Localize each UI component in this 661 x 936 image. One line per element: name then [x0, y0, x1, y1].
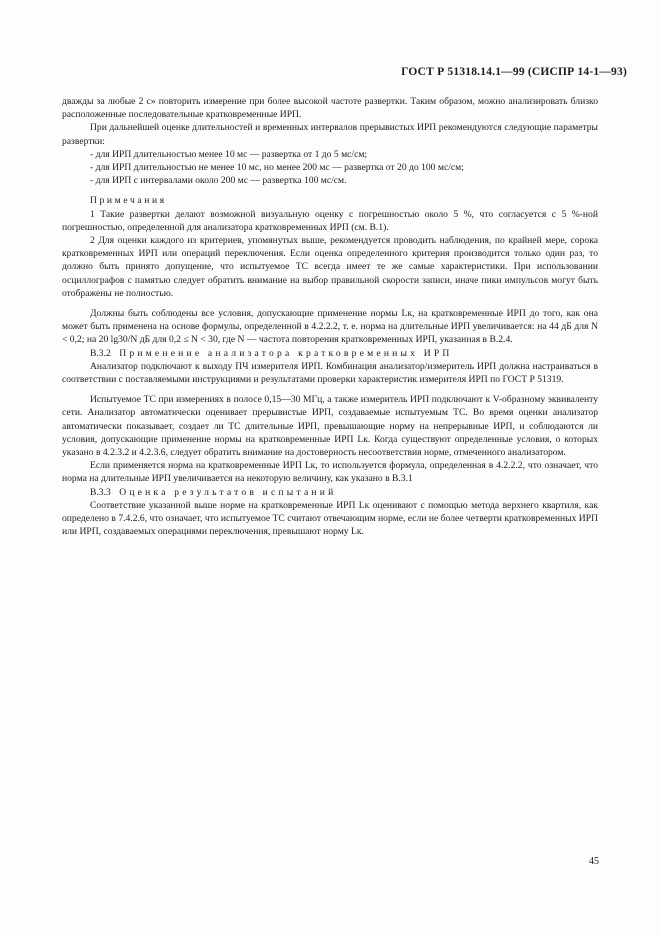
- document-header: ГОСТ Р 51318.14.1—99 (СИСПР 14-1—93): [401, 66, 627, 78]
- section-heading-b33: [62, 486, 598, 499]
- document-body: [62, 95, 598, 539]
- paragraph: Анализатор подключают к выходу ПЧ измерителя ИРП. Комбинация анализатор/измеритель ИРП должна настраиваться в соответствии с поставляемыми инструкциями и результатами проверки характеристик измерителя ИРП по ГОСТ Р 51319.: [62, 360, 598, 386]
- paragraph: Если применяется норма на кратковременные ИРП Lк, то используется формула, определенная в 4.2.2.2, что означает, что норма на длительные ИРП увеличивается на некоторую величину, как указано в В.3.1: [62, 460, 598, 485]
- note-2: 2 Для оценки каждого из критериев, упомянутых выше, рекомендуется проводить наблюдения, по крайней мере, сорока кратковременных ИРП или операций переключения. Если оценка определенного критерия производится только один раз, то должно быть принято допущение, что испытуемое ТС всегда имеет те же самые характеристики. При использовании осциллографов с памятью следует обратить внимание на выбор правильной скорости записи, иначе пики импульсов могут быть отображены не полностью.: [62, 235, 598, 299]
- section-heading-b32: [62, 347, 598, 360]
- list-item: - для ИРП длительностью менее 10 мс — развертка от 1 до 5 мс/см;: [90, 148, 368, 160]
- list-item: - для ИРП длительностью не менее 10 мс, но менее 200 мс — развертка от 20 до 100 мс/см;: [90, 162, 464, 174]
- paragraph: Соответствие указанной выше норме на кратковременные ИРП Lк оценивают с помощью метода верхнего квартиля, как определено в 7.4.2.6, что означает, что испытуемое ТС считают отвечающим норме, если не более четверти кратковременных ИРП или ИРП, создаваемых операциями переключения, превышают норму Lк.: [62, 499, 598, 538]
- section-number: В.3.2: [90, 347, 111, 359]
- page-number: 45: [589, 856, 599, 867]
- section-title: Оценка результатов испытаний: [119, 486, 337, 498]
- section-title: Применение анализатора кратковременных ИРП: [119, 347, 453, 359]
- section-number: В.3.3: [90, 486, 111, 498]
- notes-heading: Примечания: [90, 195, 167, 207]
- paragraph: При дальнейшей оценке длительностей и временных интервалов прерывистых ИРП рекомендуются следующие параметры развертки:: [62, 122, 598, 147]
- paragraph: дважды за любые 2 с» повторить измерение при более высокой частоте развертки. Таким образом, можно анализировать близко расположенные последовательные кратковременные ИРП.: [62, 96, 598, 121]
- note-1: 1 Такие развертки делают возможной визуальную оценку с погрешностью около 5 %, что согласуется с 5 %-ной погрешностью, определенной для анализатора кратковременных ИРП (см. В.1).: [62, 208, 598, 233]
- list-item: - для ИРП с интервалами около 200 мс — развертка 100 мс/см.: [90, 175, 347, 187]
- paragraph-conditions: Должны быть соблюдены все условия, допускающие применение нормы Lк, на кратковременные ИРП до того, как она может быть применена на основе формулы, определенной в 4.2.2.2, т. е. норма на длительные ИРП увеличивается: на 44 дБ для N < 0,2; на 20 lg30/N дБ для 0,2 ≤ N < 30, где N — частота повторения кратковременных ИРП, указанная в В.2.4.: [62, 308, 598, 346]
- paragraph: Испытуемое ТС при измерениях в полосе 0,15—30 МГц, а также измеритель ИРП подключают к V-образному эквиваленту сети. Анализатор автоматически оценивает прерывистые ИРП, создаваемые испытуемым ТС. Во время оценки анализатор автоматически показывает, создает ли ТС длительные ИРП, превышающие норму на непрерывные ИРП, и соблюдаются ли условия, допускающие применение нормы на кратковременные ИРП Lк. Когда существуют определенные условия, о которых указано в 4.2.3.2 и 4.2.3.6, следует обратить внимание на достоверность несоответствия норме, отмеченного анализатором.: [62, 394, 598, 459]
